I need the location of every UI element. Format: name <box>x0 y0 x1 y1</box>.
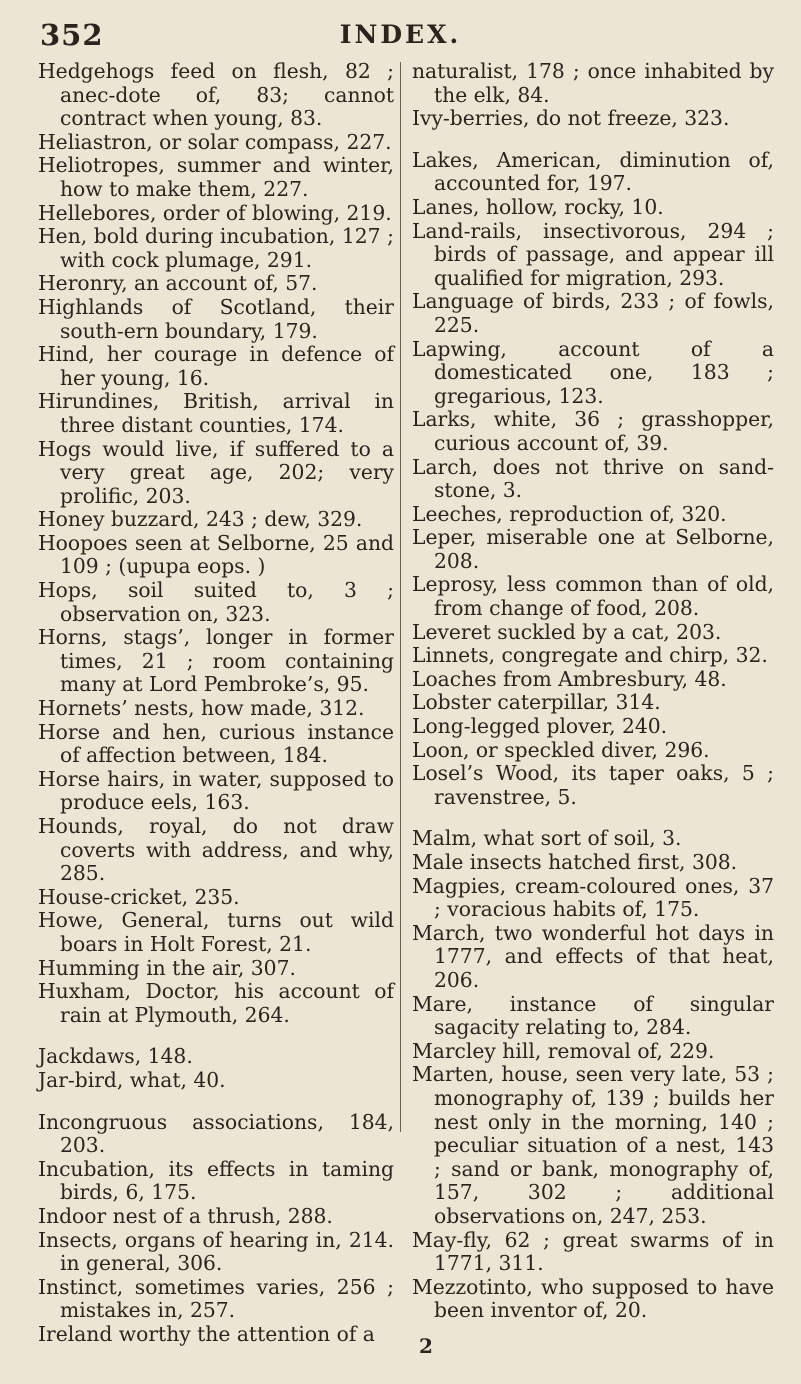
index-entry: Mare, instance of singular sagacity relating to, 284. <box>412 991 774 1040</box>
index-entry: Instinct, sometimes varies, 256 ; mistakes in, 257. <box>38 1274 394 1323</box>
index-entry: Ivy-berries, do not freeze, 323. <box>412 106 730 131</box>
left-column <box>38 60 394 1346</box>
index-entry: Horse hairs, in water, supposed to produce eels, 163. <box>38 766 394 815</box>
index-entry: Hops, soil suited to, 3 ; observation on, 323. <box>38 578 394 626</box>
index-entry: Land-rails, insectivorous, 294 ; birds of passage, and appear ill qualified for migration, 293. <box>412 218 774 290</box>
index-entry: Language of birds, 233 ; of fowls, 225. <box>412 289 774 337</box>
index-entry: Jar-bird, what, 40. <box>38 1067 226 1092</box>
index-entry: Heliastron, or solar compass, 227. <box>38 129 392 154</box>
index-entry: Insects, organs of hearing in, 214. in general, 306. <box>38 1227 394 1276</box>
index-entry: Humming in the air, 307. <box>38 955 296 980</box>
index-entry: Heronry, an account of, 57. <box>38 271 318 296</box>
index-entry: Horse and hen, curious instance of affection between, 184. <box>38 719 394 768</box>
index-entry: Hen, bold during incubation, 127 ; with cock plumage, 291. <box>38 224 394 272</box>
index-entry: March, two wonderful hot days in 1777, and effects of that heat, 206. <box>412 920 774 992</box>
section-gap <box>412 131 774 149</box>
index-entry: Malm, what sort of soil, 3. <box>412 826 682 851</box>
index-entry: Ireland worthy the attention of a <box>38 1321 375 1346</box>
index-entry: Hind, her courage in defence of her young, 16. <box>38 342 394 390</box>
running-head: INDEX. <box>339 20 462 49</box>
section-gap <box>38 1027 394 1045</box>
index-entry: Horns, stags’, longer in former times, 21 ; room containing many at Lord Pembroke’s, 95. <box>38 625 394 697</box>
index-entry: Marten, house, seen very late, 53 ; monography of, 139 ; builds her nest only in the morning, 140 ; peculiar situation of a nest, 143 ; sand or bank, monography of, 157, 302 ; additional observations on, 247, 253. <box>412 1062 774 1228</box>
section-gap <box>412 809 774 827</box>
index-entry: Leveret suckled by a cat, 203. <box>412 619 722 644</box>
index-entry: Loon, or speckled diver, 296. <box>412 737 710 762</box>
section-gap <box>38 1093 394 1111</box>
page-header <box>36 18 765 58</box>
index-entry: Hedgehogs feed on flesh, 82 ; anec-dote of, 83; cannot contract when young, 83. <box>38 59 394 131</box>
index-entry: Jackdaws, 148. <box>38 1044 193 1069</box>
index-entry: Mezzotinto, who supposed to have been inventor of, 20. <box>412 1274 774 1323</box>
index-entry: Incongruous associations, 184, 203. <box>38 1109 394 1158</box>
column-divider <box>400 62 401 1132</box>
index-entry: Hornets’ nests, how made, 312. <box>38 696 365 721</box>
index-entry: Leeches, reproduction of, 320. <box>412 501 727 526</box>
index-entry: Lobster caterpillar, 314. <box>412 690 661 715</box>
index-entry: Marcley hill, removal of, 229. <box>412 1038 715 1063</box>
index-entry: Magpies, cream-coloured ones, 37 ; voracious habits of, 175. <box>412 873 774 922</box>
index-entry: Hounds, royal, do not draw coverts with address, and why, 285. <box>38 814 394 886</box>
index-entry: Highlands of Scotland, their south-ern boundary, 179. <box>38 294 394 343</box>
index-entry: Howe, General, turns out wild boars in Holt Forest, 21. <box>38 908 394 956</box>
index-entry: Leper, miserable one at Selborne, 208. <box>412 525 774 573</box>
index-entry: Long-legged plover, 240. <box>412 714 668 739</box>
index-entry: Larch, does not thrive on sand-stone, 3. <box>412 454 774 503</box>
page-number: 352 <box>40 18 104 52</box>
index-entry: Incubation, its effects in taming birds, 6, 175. <box>38 1156 394 1205</box>
index-entry: Hoopoes seen at Selborne, 25 and 109 ; (upupa eops. ) <box>38 530 394 579</box>
index-entry: naturalist, 178 ; once inhabited by the elk, 84. <box>412 59 774 107</box>
index-entry: Male insects hatched first, 308. <box>412 850 738 874</box>
index-entry: Huxham, Doctor, his account of rain at Plymouth, 264. <box>38 979 394 1027</box>
right-column <box>412 60 774 1323</box>
index-entry: May-fly, 62 ; great swarms of in 1771, 311. <box>412 1227 774 1276</box>
index-entry: Hellebores, order of blowing, 219. <box>38 200 392 225</box>
index-entry: Leprosy, less common than of old, from change of food, 208. <box>412 572 774 621</box>
index-entry: Hirundines, British, arrival in three distant counties, 174. <box>38 389 394 437</box>
index-entry: Lapwing, account of a domesticated one, 183 ; gregarious, 123. <box>412 336 774 408</box>
index-entry: Linnets, congregate and chirp, 32. <box>412 643 768 668</box>
index-entry: Losel’s Wood, its taper oaks, 5 ; ravenstree, 5. <box>412 761 774 809</box>
index-entry: House-cricket, 235. <box>38 884 240 909</box>
index-entry: Heliotropes, summer and winter, how to make them, 227. <box>38 153 394 201</box>
index-entry: Indoor nest of a thrush, 288. <box>38 1203 333 1228</box>
index-entry: Larks, white, 36 ; grasshopper, curious account of, 39. <box>412 407 774 455</box>
index-entry: Hogs would live, if suffered to a very great age, 202; very prolific, 203. <box>38 436 394 508</box>
index-entry: Lanes, hollow, rocky, 10. <box>412 194 664 219</box>
index-entry: Loaches from Ambresbury, 48. <box>412 666 727 691</box>
signature-mark: 2 <box>419 1334 433 1358</box>
index-entry: Honey buzzard, 243 ; dew, 329. <box>38 507 363 532</box>
index-entry: Lakes, American, diminution of, accounted for, 197. <box>412 147 774 196</box>
